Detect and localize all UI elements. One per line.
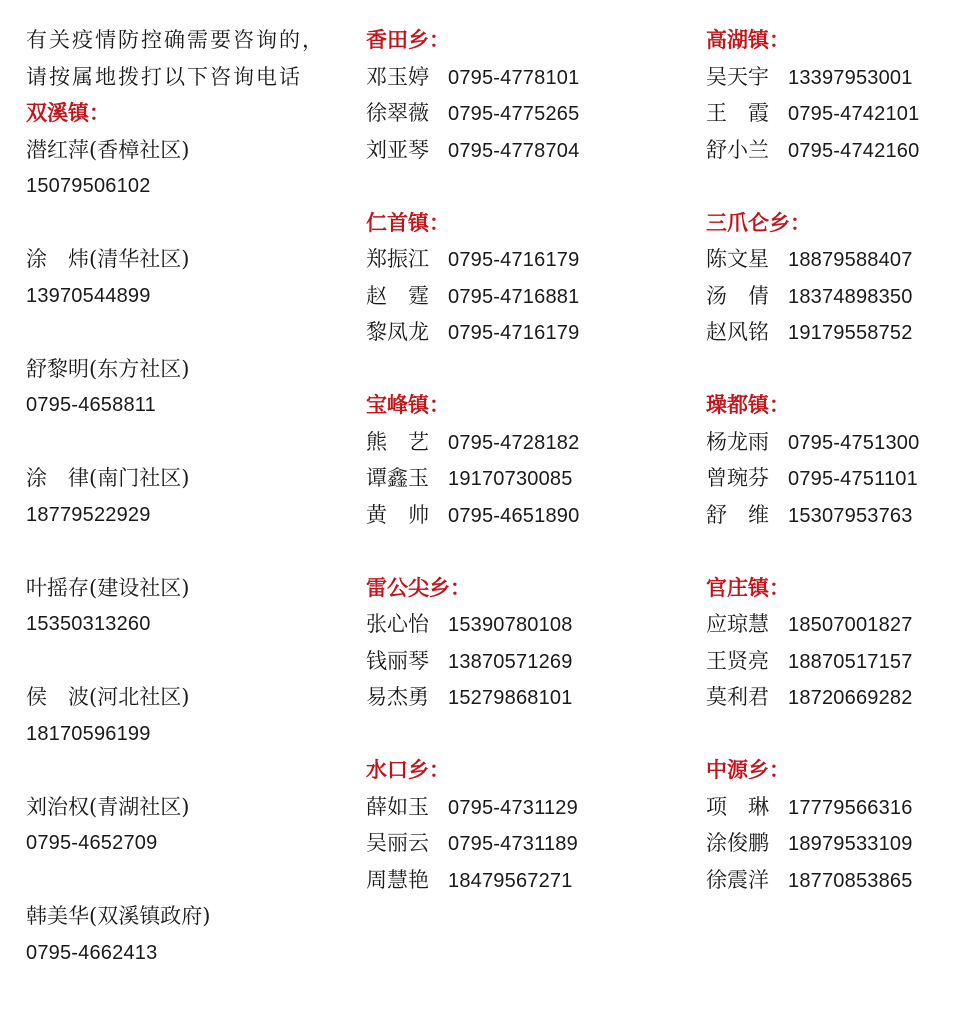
section-title: 三爪仑乡：: [706, 209, 811, 235]
contact-label: 涂 炜(清华社区): [26, 247, 190, 271]
contact-phone[interactable]: 0795-4778704: [448, 139, 580, 162]
contact-row: [366, 497, 686, 534]
contact-entry: [26, 132, 346, 205]
contact-entry: [26, 898, 346, 971]
contact-row: [366, 643, 686, 680]
contact-phone[interactable]: 0795-4778101: [448, 66, 580, 89]
section-title: 水口乡：: [366, 757, 450, 782]
contact-row: [706, 314, 955, 351]
contact-row: [706, 95, 955, 132]
contact-phone[interactable]: 0795-4716179: [448, 322, 580, 344]
contact-name: 杨龙雨: [706, 429, 769, 454]
contact-phone[interactable]: 0795-4751101: [788, 468, 918, 490]
contact-row: [706, 643, 955, 680]
section-title: 官庄镇：: [706, 574, 790, 600]
column-shuangxi: [26, 22, 346, 971]
contact-row: [706, 59, 955, 96]
contact-phone[interactable]: 13970544899: [26, 284, 151, 307]
contact-name: 谭鑫玉: [366, 466, 429, 490]
contact-name: 赵风铭: [706, 320, 769, 344]
contact-phone[interactable]: 15390780108: [448, 614, 573, 636]
contact-row: [366, 679, 686, 716]
contact-entry: [26, 351, 346, 424]
contact-phone[interactable]: 0795-4742160: [788, 139, 920, 162]
section-guanzhuang: [706, 570, 955, 716]
intro-text: 有关疫情防控确需要咨询的，请按属地拨打以下咨询电话: [26, 28, 325, 89]
contact-row: [366, 59, 686, 96]
contact-label: 侯 波(河北社区): [26, 685, 190, 709]
contact-name: 张心怡: [366, 612, 429, 636]
contact-name: 项 琳: [706, 794, 769, 819]
section-title: 香田乡：: [366, 27, 450, 52]
contact-name: 应琼慧: [706, 613, 769, 636]
contact-label: 涂 律(南门社区): [26, 466, 190, 490]
contact-name: 吴天宇: [706, 64, 769, 89]
contact-name: 刘亚琴: [366, 137, 429, 162]
contact-label: 叶摇存(建设社区): [26, 575, 190, 600]
contact-entry: [26, 789, 346, 862]
contact-name: 王贤亮: [706, 648, 769, 673]
contact-row: [706, 132, 955, 169]
contact-phone[interactable]: 18170596199: [26, 722, 151, 745]
contact-phone[interactable]: 13870571269: [448, 650, 573, 673]
contact-phone[interactable]: 18870517157: [788, 650, 913, 673]
contact-phone[interactable]: 13397953001: [788, 66, 913, 89]
section-title: 宝峰镇：: [366, 392, 450, 417]
contact-phone[interactable]: 0795-4662413: [26, 941, 158, 964]
contact-row: [706, 241, 955, 278]
section-title: 中源乡：: [706, 757, 790, 782]
contact-phone[interactable]: 0795-4742101: [788, 103, 920, 125]
contact-phone[interactable]: 15350313260: [26, 613, 151, 635]
section-renshou: [366, 205, 686, 351]
contact-phone[interactable]: 0795-4728182: [448, 431, 580, 454]
section-zhongyuan: [706, 752, 955, 898]
contact-phone[interactable]: 18479567271: [448, 869, 573, 892]
contact-name: 曾琬芬: [706, 466, 769, 490]
contact-row: [366, 314, 686, 351]
contact-phone[interactable]: 0795-4751300: [788, 431, 920, 454]
contact-phone[interactable]: 18374898350: [788, 285, 913, 308]
contact-name: 易杰勇: [366, 685, 429, 709]
contact-row: [366, 424, 686, 461]
contact-row: [706, 278, 955, 315]
contact-phone[interactable]: 15079506102: [26, 175, 151, 197]
contact-label: 潜红萍(香樟社区): [26, 137, 190, 162]
contact-name: 舒 维: [706, 502, 769, 527]
contact-row: [706, 606, 955, 643]
contact-phone[interactable]: 0795-4775265: [448, 103, 580, 125]
contact-row: [366, 825, 686, 862]
contact-label: 韩美华(双溪镇政府): [26, 904, 211, 928]
contact-row: [366, 278, 686, 315]
section-shuikou: [366, 752, 686, 898]
contact-name: 徐震洋: [706, 867, 769, 892]
contact-row: [366, 789, 686, 826]
contact-phone[interactable]: 0795-4652709: [26, 832, 158, 854]
contact-entry: [26, 570, 346, 643]
contact-phone[interactable]: 18770853865: [788, 869, 913, 892]
section-sanzhualun: [706, 205, 955, 351]
contact-name: 徐翠薇: [366, 101, 429, 125]
contact-name: 郑振江: [366, 247, 429, 271]
contact-entry: [26, 460, 346, 533]
contact-row: [706, 789, 955, 826]
contact-phone[interactable]: 19179558752: [788, 322, 913, 344]
contact-name: 莫利君: [706, 685, 769, 709]
contact-phone[interactable]: 0795-4716881: [448, 285, 580, 308]
section-title: 高湖镇：: [706, 27, 790, 52]
contact-row: [366, 606, 686, 643]
contact-name: 舒小兰: [706, 137, 769, 162]
contact-row: [706, 825, 955, 862]
contact-name: 陈文星: [706, 247, 769, 271]
section-leigongjian: [366, 570, 686, 716]
contact-name: 周慧艳: [366, 867, 429, 892]
contact-row: [706, 460, 955, 497]
contact-phone[interactable]: 18979533109: [788, 833, 913, 855]
contact-label: 舒黎明(东方社区): [26, 356, 190, 381]
section-title-shuangxi: 双溪镇：: [26, 100, 110, 125]
section-xiangtian: [366, 22, 686, 168]
contact-phone[interactable]: 15307953763: [788, 504, 913, 527]
contact-phone[interactable]: 0795-4731129: [448, 796, 578, 819]
section-title: 璪都镇：: [706, 392, 790, 417]
contact-phone[interactable]: 18879588407: [788, 249, 913, 271]
contact-row: [366, 95, 686, 132]
contact-phone[interactable]: 19170730085: [448, 468, 573, 490]
contact-phone[interactable]: 15279868101: [448, 687, 573, 709]
contact-name: 熊 艺: [366, 429, 429, 454]
contact-name: 吴丽云: [366, 831, 429, 855]
contact-name: 黄 帅: [366, 502, 429, 527]
column-right: [706, 22, 955, 898]
contact-row: [366, 460, 686, 497]
contact-phone[interactable]: 0795-4658811: [26, 394, 156, 416]
section-baofeng: [366, 387, 686, 533]
column-middle: [366, 22, 686, 898]
contact-name: 赵 霆: [366, 283, 429, 308]
contact-row: [706, 862, 955, 899]
contact-name: 王 霞: [706, 101, 769, 125]
contact-entry: [26, 241, 346, 314]
section-gaohu: [706, 22, 955, 168]
contact-entry: [26, 679, 346, 752]
contact-phone[interactable]: 18507001827: [788, 614, 913, 636]
contact-label: 刘治权(青湖社区): [26, 794, 190, 819]
contact-name: 钱丽琴: [366, 648, 429, 673]
section-title: 仁首镇：: [366, 209, 450, 235]
contact-name: 黎凤龙: [366, 320, 429, 344]
section-zaodu: [706, 387, 955, 533]
contact-phone[interactable]: 17779566316: [788, 796, 913, 819]
contact-row: [706, 424, 955, 461]
contact-row: [706, 679, 955, 716]
contact-name: 薛如玉: [366, 794, 429, 819]
contact-row: [366, 862, 686, 899]
contact-row: [366, 241, 686, 278]
contact-name: 汤 倩: [706, 283, 769, 308]
contact-row: [706, 497, 955, 534]
contact-phone[interactable]: 0795-4716179: [448, 249, 580, 271]
contact-name: 涂俊鹏: [706, 831, 769, 855]
contact-row: [366, 132, 686, 169]
contact-phone[interactable]: 18779522929: [26, 503, 151, 526]
contact-phone[interactable]: 18720669282: [788, 687, 913, 709]
section-title: 雷公尖乡：: [366, 574, 471, 600]
contact-phone[interactable]: 0795-4651890: [448, 504, 580, 527]
contact-name: 邓玉婷: [366, 64, 429, 89]
contact-phone[interactable]: 0795-4731189: [448, 833, 578, 855]
